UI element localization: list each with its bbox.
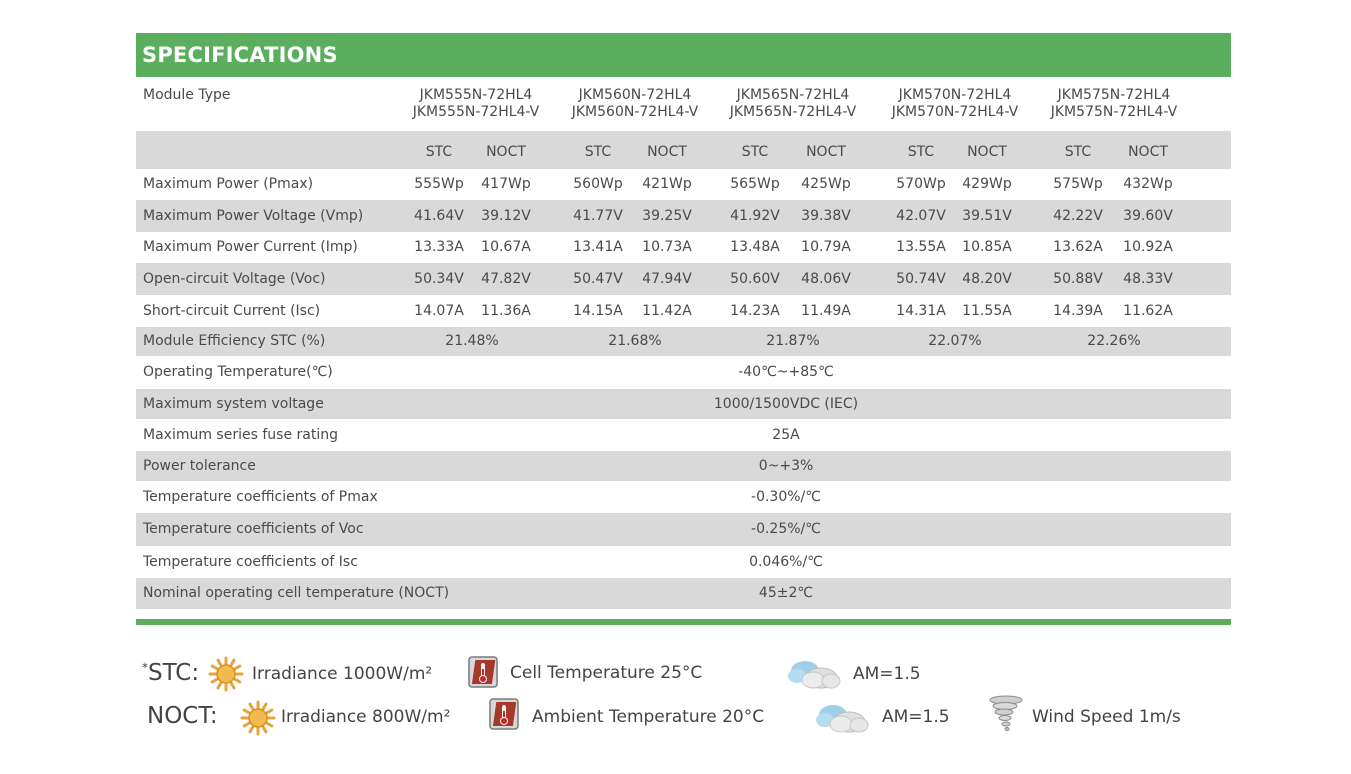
noct-value: 39.25V — [642, 208, 692, 224]
spec-row — [136, 546, 1231, 578]
stc-header: STC — [1064, 144, 1092, 160]
noct-header: NOCT — [967, 144, 1007, 160]
row-label: Short-circuit Current (Isc) — [143, 303, 321, 319]
spec-row — [136, 578, 1231, 609]
row-label: Maximum series fuse rating — [143, 427, 338, 443]
stc-value: 13.33A — [414, 239, 464, 255]
row-label: Maximum Power Voltage (Vmp) — [143, 208, 364, 224]
module-type-row — [136, 77, 1231, 131]
bottom-divider — [136, 619, 1231, 625]
stc-cell-temperature: Cell Temperature 25°C — [510, 663, 703, 683]
model-name-v: JKM560N-72HL4-V — [571, 104, 699, 120]
noct-value: 10.67A — [481, 239, 531, 255]
spec-row — [136, 200, 1231, 232]
noct-value: 432Wp — [1123, 176, 1173, 192]
noct-value: 39.38V — [801, 208, 851, 224]
spec-row — [136, 169, 1231, 200]
model-name-v: JKM555N-72HL4-V — [412, 104, 540, 120]
efficiency-value: 21.87% — [766, 333, 820, 349]
stc-value: 42.22V — [1053, 208, 1103, 224]
efficiency-value: 21.48% — [445, 333, 499, 349]
thermometer-icon — [467, 655, 499, 693]
stc-value: 42.07V — [896, 208, 946, 224]
noct-ambient-temperature: Ambient Temperature 20°C — [532, 707, 765, 727]
noct-value: 48.06V — [801, 271, 851, 287]
noct-value: 48.20V — [962, 271, 1012, 287]
model-name-v: JKM575N-72HL4-V — [1050, 104, 1178, 120]
shared-value: 0~+3% — [758, 458, 814, 474]
noct-value: 47.94V — [642, 271, 692, 287]
row-label: Maximum Power Current (Imp) — [143, 239, 358, 255]
model-name: JKM565N-72HL4 — [736, 87, 850, 103]
efficiency-value: 22.26% — [1087, 333, 1141, 349]
spec-row — [136, 481, 1231, 513]
row-label: Temperature coefficients of Isc — [143, 554, 358, 570]
wind-tornado-icon — [988, 694, 1024, 738]
noct-header: NOCT — [1128, 144, 1168, 160]
spec-row — [136, 295, 1231, 327]
stc-am: AM=1.5 — [853, 664, 921, 684]
model-name-v: JKM570N-72HL4-V — [891, 104, 1019, 120]
model-name: JKM560N-72HL4 — [578, 87, 692, 103]
noct-value: 429Wp — [962, 176, 1012, 192]
row-label: Module Efficiency STC (%) — [143, 333, 326, 349]
spec-row — [136, 451, 1231, 481]
spec-row — [136, 513, 1231, 546]
row-label: Maximum Power (Pmax) — [143, 176, 314, 192]
footnote-mark: * — [142, 660, 148, 675]
spec-row — [136, 419, 1231, 451]
stc-irradiance: Irradiance 1000W/m² — [252, 664, 433, 684]
stc-value: 555Wp — [414, 176, 464, 192]
specifications-title: SPECIFICATIONS — [142, 43, 338, 67]
row-label: Nominal operating cell temperature (NOCT) — [143, 585, 450, 601]
shared-value: 1000/1500VDC (IEC) — [713, 396, 859, 412]
stc-value: 13.62A — [1053, 239, 1103, 255]
efficiency-value: 22.07% — [928, 333, 982, 349]
stc-value: 50.60V — [730, 271, 780, 287]
stc-value: 41.64V — [414, 208, 464, 224]
stc-value: 50.88V — [1053, 271, 1103, 287]
model-name: JKM555N-72HL4 — [419, 87, 533, 103]
noct-header: NOCT — [647, 144, 687, 160]
stc-value: 560Wp — [573, 176, 623, 192]
stc-header: STC — [425, 144, 453, 160]
noct-value: 11.62A — [1123, 303, 1173, 319]
cloud-icon — [815, 700, 871, 738]
specifications-table — [136, 33, 1231, 609]
row-label: Temperature coefficients of Voc — [143, 521, 364, 537]
model-name: JKM570N-72HL4 — [898, 87, 1012, 103]
row-label: Open-circuit Voltage (Voc) — [143, 271, 326, 287]
noct-value: 11.42A — [642, 303, 692, 319]
noct-value: 10.85A — [962, 239, 1012, 255]
stc-value: 50.74V — [896, 271, 946, 287]
row-label: Operating Temperature(℃) — [143, 364, 333, 380]
model-name: JKM575N-72HL4 — [1057, 87, 1171, 103]
spec-row — [136, 389, 1231, 419]
noct-value: 425Wp — [801, 176, 851, 192]
noct-value: 11.49A — [801, 303, 851, 319]
stc-value: 575Wp — [1053, 176, 1103, 192]
stc-value: 14.07A — [414, 303, 464, 319]
stc-header: STC — [584, 144, 612, 160]
shared-value: 45±2℃ — [758, 585, 814, 601]
noct-value: 10.79A — [801, 239, 851, 255]
efficiency-value: 21.68% — [608, 333, 662, 349]
noct-value: 421Wp — [642, 176, 692, 192]
noct-value: 39.60V — [1123, 208, 1173, 224]
stc-legend-tag — [142, 660, 199, 686]
condition-header-row — [136, 131, 1231, 169]
stc-tag-label: STC: — [148, 660, 200, 686]
sun-icon — [208, 656, 244, 696]
thermometer-icon — [488, 697, 520, 735]
stc-value: 570Wp — [896, 176, 946, 192]
stc-value: 13.41A — [573, 239, 623, 255]
specifications-header — [136, 33, 1231, 77]
noct-value: 10.73A — [642, 239, 692, 255]
stc-value: 50.34V — [414, 271, 464, 287]
noct-value: 48.33V — [1123, 271, 1173, 287]
cloud-icon — [787, 656, 843, 694]
noct-irradiance: Irradiance 800W/m² — [281, 707, 451, 727]
row-label: Temperature coefficients of Pmax — [143, 489, 378, 505]
noct-value: 11.36A — [481, 303, 531, 319]
efficiency-row — [136, 327, 1231, 356]
noct-value: 10.92A — [1123, 239, 1173, 255]
sun-icon — [240, 700, 276, 740]
stc-value: 41.77V — [573, 208, 623, 224]
stc-value: 565Wp — [730, 176, 780, 192]
noct-value: 11.55A — [962, 303, 1012, 319]
shared-value: -0.25%/℃ — [751, 521, 821, 537]
stc-value: 14.39A — [1053, 303, 1103, 319]
noct-header: NOCT — [806, 144, 846, 160]
stc-header: STC — [741, 144, 769, 160]
noct-value: 47.82V — [481, 271, 531, 287]
noct-value: 417Wp — [481, 176, 531, 192]
stc-value: 50.47V — [573, 271, 623, 287]
stc-value: 14.31A — [896, 303, 946, 319]
stc-value: 14.15A — [573, 303, 623, 319]
spec-row — [136, 356, 1231, 389]
noct-header: NOCT — [486, 144, 526, 160]
row-label: Power tolerance — [143, 458, 256, 474]
spec-row — [136, 232, 1231, 263]
spec-row — [136, 263, 1231, 295]
noct-wind-speed: Wind Speed 1m/s — [1032, 707, 1181, 727]
noct-legend-tag: NOCT: — [147, 703, 218, 729]
row-label: Module Type — [143, 87, 231, 103]
stc-value: 13.55A — [896, 239, 946, 255]
noct-am: AM=1.5 — [882, 707, 950, 727]
noct-value: 39.51V — [962, 208, 1012, 224]
noct-value: 39.12V — [481, 208, 531, 224]
stc-value: 13.48A — [730, 239, 780, 255]
shared-value: 25A — [772, 427, 800, 443]
model-name-v: JKM565N-72HL4-V — [729, 104, 857, 120]
shared-value: 0.046%/℃ — [749, 554, 823, 570]
stc-value: 14.23A — [730, 303, 780, 319]
row-label: Maximum system voltage — [143, 396, 324, 412]
shared-value: -0.30%/℃ — [751, 489, 821, 505]
stc-header: STC — [907, 144, 935, 160]
stc-value: 41.92V — [730, 208, 780, 224]
shared-value: -40℃~+85℃ — [738, 364, 834, 380]
